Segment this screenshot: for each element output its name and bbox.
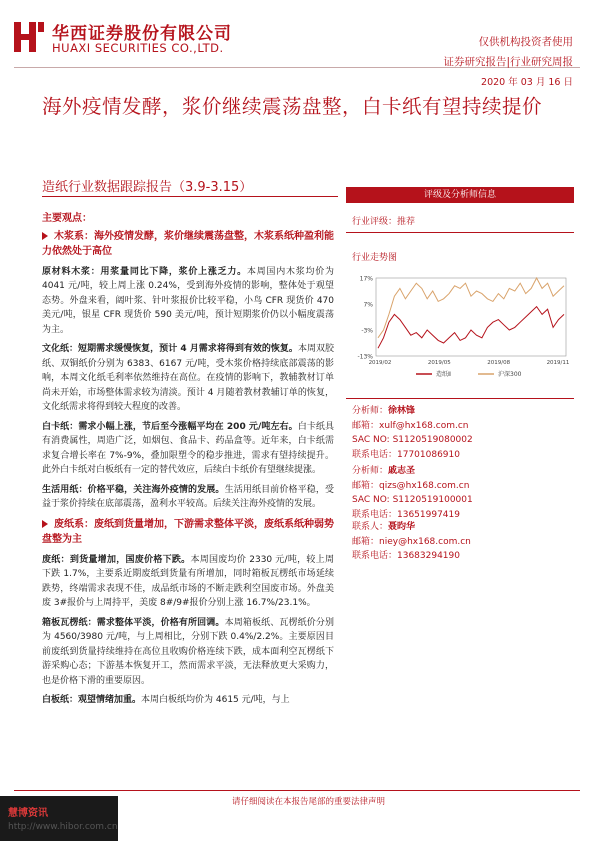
paragraph-whiteboard: 白板纸：观望情绪加重。本周白板纸均价为 4615 元/吨，与上: [42, 695, 290, 705]
section-waste-paper-head: 废纸系：废纸到货量增加，下游需求整体平淡，废纸系纸种弱势盘整为主: [42, 518, 334, 545]
y-tick-label: -3%: [361, 327, 373, 335]
y-tick-label: 17%: [359, 275, 373, 283]
analyst-name-line: 分析师：戚志圣: [352, 466, 416, 476]
analyst-email: 邮箱：xulf@hx168.com.cn: [352, 420, 469, 431]
analyst-phone: 联系电话：17701086910: [352, 449, 460, 460]
industry-trend-chart: [346, 270, 574, 382]
rating-analyst-bar: 评级及分析师信息: [346, 187, 574, 203]
footer-disclaimer: 请仔细阅读在本报告尾部的重要法律声明: [232, 797, 386, 807]
chart-divider: [346, 398, 574, 399]
paragraph-culture-paper: 文化纸：短期需求缓慢恢复，预计 4 月需求将得到有效的恢复。本周双胶纸、双铜纸价分别为 6383、6167 元/吨，受木浆价格持续底部震荡的影响，本周文化纸毛利率依然维持在高位。在疫情的影响下，教辅教材订单尚未开始，市场整体需求较为清淡。预计 4 月随着教材教辅订单的恢复，文化纸需求将得到较大程度的改善。: [42, 344, 334, 412]
report-type: 证券研究报告|行业研究周报: [443, 56, 573, 68]
watermark-url[interactable]: http://www.hibor.com.cn: [8, 822, 118, 832]
analyst-phone: 联系电话：13651997419: [352, 509, 460, 520]
legend-label: 沪深300: [498, 371, 522, 378]
analyst-name-line: 联系人：聂昀华: [352, 522, 416, 532]
paragraph-household-paper: 生活用纸：价格平稳，关注海外疫情的发展。生活用纸目前价格平稳，受益于浆价持续在底部震荡，盈利水平较高。后续关注海外疫情的发展。: [42, 484, 334, 509]
analyst-sac: SAC NO: S1120519080002: [352, 435, 473, 445]
company-name-en: HUAXI SECURITIES CO.,LTD.: [52, 41, 224, 55]
paragraph-waste-paper: 废纸：到货量增加，国废价格下跌。本周国废均价 2330 元/吨，较上周下跌 1.7%，主要系近期废纸到货量有所增加，同时箱板瓦楞纸市场延续跌势，终端需求表现不佳，成品纸市场的不断走跌利空国废市场。外盘美废 3#报价与上周持平，美废 8#/9#报价分别上涨 16.7%/23.1%。: [42, 554, 334, 608]
arrow-icon: [42, 520, 48, 528]
paragraph-raw-material: 原材料木浆：用浆量同比下降，浆价上涨乏力。本周国内木浆均价为 4041 元/吨，较上周上涨 0.24%，受到海外疫情的影响，整体处于观望态势。外盘来看，阔叶浆、针叶浆报价比较平稳，小鸟 CFR 现货价 470 美元/吨，银星 CFR 现货价 590 美元/吨，预计短期浆价仍以小幅度震荡为主。: [42, 266, 334, 335]
analyst-phone: 联系电话：13683294190: [352, 551, 460, 561]
analyst-email: 邮箱：qizs@hx168.com.cn: [352, 480, 470, 491]
report-date: 2020 年 03 月 16 日: [481, 77, 573, 88]
x-tick-label: 2019/05: [427, 360, 451, 366]
x-tick-label: 2019/08: [487, 360, 511, 366]
y-tick-label: 7%: [363, 301, 373, 309]
industry-rating: 行业评级：推荐: [352, 217, 416, 227]
footer-divider: [14, 790, 580, 791]
x-tick-label: 2019/11: [546, 360, 570, 366]
x-tick-label: 2019/02: [368, 360, 392, 366]
arrow-icon: [42, 232, 48, 240]
analyst-block: [352, 404, 473, 462]
analyst-block: [352, 520, 471, 564]
analyst-name-line: 分析师：徐林锋: [352, 406, 416, 416]
legend-label: 造纸Ⅱ: [436, 371, 451, 378]
trend-chart-label: 行业走势图: [352, 253, 398, 263]
analyst-email: 邮箱：niey@hx168.com.cn: [352, 536, 471, 547]
main-points-label: 主要观点：: [42, 213, 92, 224]
rating-divider: [346, 232, 574, 233]
y-tick-label: -13%: [357, 353, 373, 361]
analyst-block: [352, 464, 473, 522]
report-subtitle: 造纸行业数据跟踪报告（3.9-3.15）: [42, 180, 253, 195]
watermark-brand: 慧博资讯: [8, 808, 48, 819]
report-title: 海外疫情发酵，浆价继续震荡盘整，白卡纸有望持续提价: [42, 95, 543, 118]
paragraph-boxboard: 箱板瓦楞纸：需求整体平淡，价格有所回调。本周箱板纸、瓦楞纸价分别为 4560/3980 元/吨，与上周相比，分别下跌 0.4%/2.2%。主要原因目前废纸到货量持续维持在高位且收购价格连续下跌，成本面利空瓦楞纸下游采购心态；下游基本恢复开工，然而需求平淡，无法释放更大采购力，也是价格下滑的重要原因。: [42, 617, 334, 686]
section-wood-pulp-head: 木浆系：海外疫情发酵，浆价继续震荡盘整，木浆系纸种盈利能力依然处于高位: [42, 230, 334, 257]
chart-frame: [376, 278, 566, 356]
paragraph-ivory-board: 白卡纸：需求小幅上涨，节后至今涨幅平均在 200 元/吨左右。白卡纸具有消费属性，周造广泛，如烟包、食品卡、药品盒等。近年来，白卡纸需求复合增长率在 7%-9%，叠加限塑令的稳步推进，需求有望持续提升。此外白卡纸对白板纸有一定的替代效应，后续白卡纸价有望继续提涨。: [42, 421, 334, 475]
company-name-cn: 华西证券股份有限公司: [52, 24, 232, 44]
usage-note: 仅供机构投资者使用: [478, 36, 573, 48]
series-line: [378, 307, 564, 349]
company-logo: [14, 22, 44, 52]
subtitle-underline: [42, 196, 338, 197]
main-content: [42, 212, 334, 713]
analyst-sac: SAC NO: S1120519100001: [352, 495, 473, 505]
